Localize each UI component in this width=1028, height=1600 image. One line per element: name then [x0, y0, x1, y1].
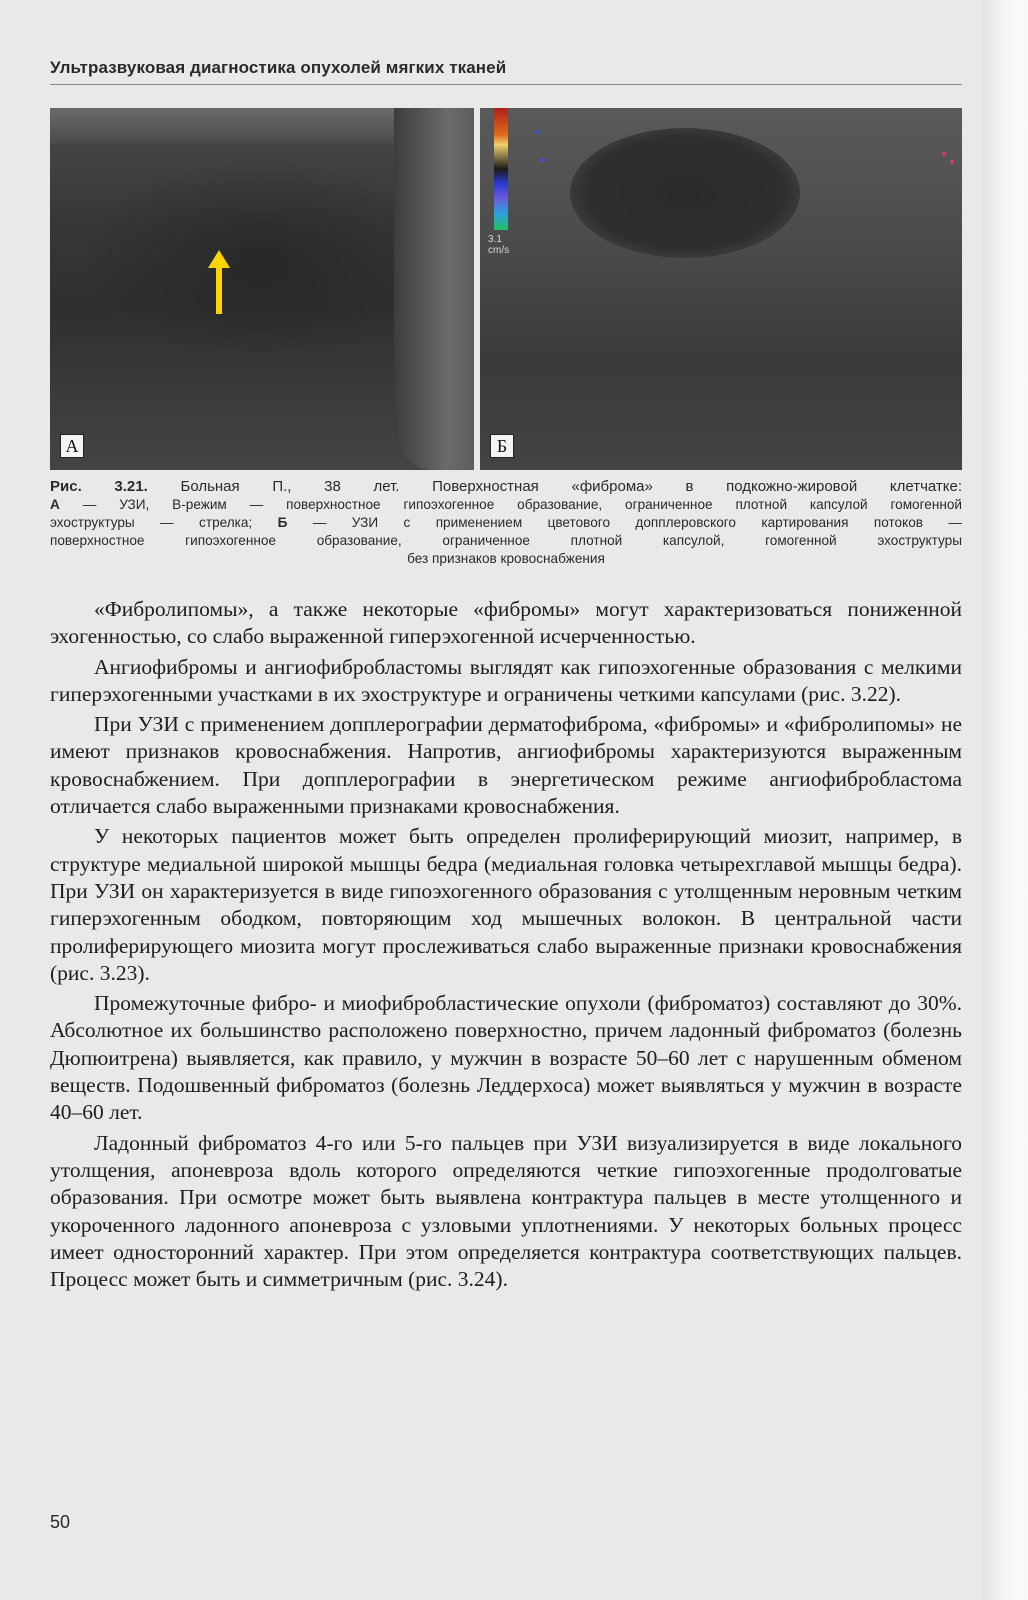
- yellow-arrow-icon: [208, 250, 230, 314]
- caption-label-a: А: [50, 497, 60, 512]
- caption-line-2: А — УЗИ, В-режим — поверхностное гипоэхогенное образование, ограниченное плотной капсулой гомогенной: [50, 497, 963, 512]
- doppler-signal-dot: [540, 158, 544, 162]
- scale-unit: cm/s: [488, 245, 510, 256]
- figure-3-21: [50, 108, 962, 470]
- page-number: 50: [50, 1512, 71, 1532]
- paragraph: При УЗИ с применением допплерографии дерматофиброма, «фибромы» и «фибролипомы» не имеют признаков кровоснабжения. Напротив, ангиофибромы характеризуются выраженным кровоснабжением. При допплерографии в энергетическом режиме ангиофибробластома отличается слабо выраженными признаками кровоснабжения.: [50, 712, 962, 819]
- doppler-scale-label: [488, 234, 509, 256]
- caption-line-5: без признаков кровоснабжения: [407, 551, 605, 566]
- page-edge-shadow: [982, 0, 1028, 1600]
- paragraph: Ангиофибромы и ангиофибробластомы выглядят как гипоэхогенные образования с мелкими гиперэхогенными участками в их эхоструктуре и ограничены четкими капсулами (рис. 3.22).: [50, 654, 962, 706]
- panel-b-label: Б: [490, 434, 514, 458]
- header-rule: [50, 84, 962, 85]
- caption-line-4: поверхностное гипоэхогенное образование, ограниченное плотной капсулой, гомогенной эхоструктуры: [50, 533, 962, 548]
- paragraph: Промежуточные фибро- и миофибробластические опухоли (фиброматоз) составляют до 30%. Абсолютное их большинство расположено поверхностно, причем ладонный фиброматоз (болезнь Дюпюитрена) выявляется, как правило, у мужчин в возрасте 50–60 лет с нарушенным обменом веществ. Подошвенный фиброматоз (болезнь Леддерхоса) может выявляться у мужчин в возрасте 40–60 лет.: [50, 991, 962, 1125]
- caption-line-3: эхоструктуры — стрелка; Б — УЗИ с применением цветового допплеровского картирования потоков —: [50, 515, 962, 530]
- doppler-color-scale: [494, 108, 508, 230]
- ultrasound-panel-a: [50, 108, 474, 470]
- doppler-signal-dot: [536, 130, 540, 134]
- body-text: [50, 596, 962, 1296]
- running-header: Ультразвуковая диагностика опухолей мягких тканей: [50, 58, 507, 77]
- doppler-signal-dot: [942, 152, 946, 156]
- paragraph: Ладонный фиброматоз 4-го или 5-го пальцев при УЗИ визуализируется в виде локального утолщения, апоневроза вдоль которого определяются четкие гипоэхогенные продолговатые образования. При осмотре может быть выявлена контрактура пальцев в месте утолщенного и укороченного ладонного апоневроза с узловыми уплотнениями. У некоторых больных процесс имеет односторонний характер. При этом определяется контрактура соответствующих пальцев. Процесс может быть и симметричным (рис. 3.24).: [50, 1130, 962, 1292]
- hypoechoic-mass: [570, 128, 800, 258]
- caption-label-b: Б: [277, 515, 288, 530]
- doppler-signal-dot: [950, 160, 954, 164]
- ultrasound-panel-b: [480, 108, 962, 470]
- paragraph: «Фибролипомы», а также некоторые «фибромы» могут характеризоваться пониженной эхогенностью, со слабо выраженной гиперэхогенной исчерченностью.: [50, 597, 962, 649]
- scale-value: 3.1: [488, 234, 502, 245]
- figure-caption: [50, 478, 962, 568]
- adjacent-tissue: [394, 108, 474, 470]
- caption-number: Рис. 3.21.: [50, 478, 148, 495]
- caption-line-1: Рис. 3.21. Больная П., 38 лет. Поверхностная «фиброма» в подкожно-жировой клетчатке:: [50, 478, 963, 495]
- panel-a-label: А: [60, 434, 84, 458]
- paragraph: У некоторых пациентов может быть определен пролиферирующий миозит, например, в структуре медиальной широкой мышцы бедра (медиальная головка четырехглавой мышцы бедра). При УЗИ он характеризуется в виде гипоэхогенного образования с утолщенным неровным четким гиперэхогенным ободком, повторяющим ход мышечных волокон. В центральной части пролиферирующего миозита могут прослеживаться слабо выраженные признаки кровоснабжения (рис. 3.23).: [50, 824, 962, 985]
